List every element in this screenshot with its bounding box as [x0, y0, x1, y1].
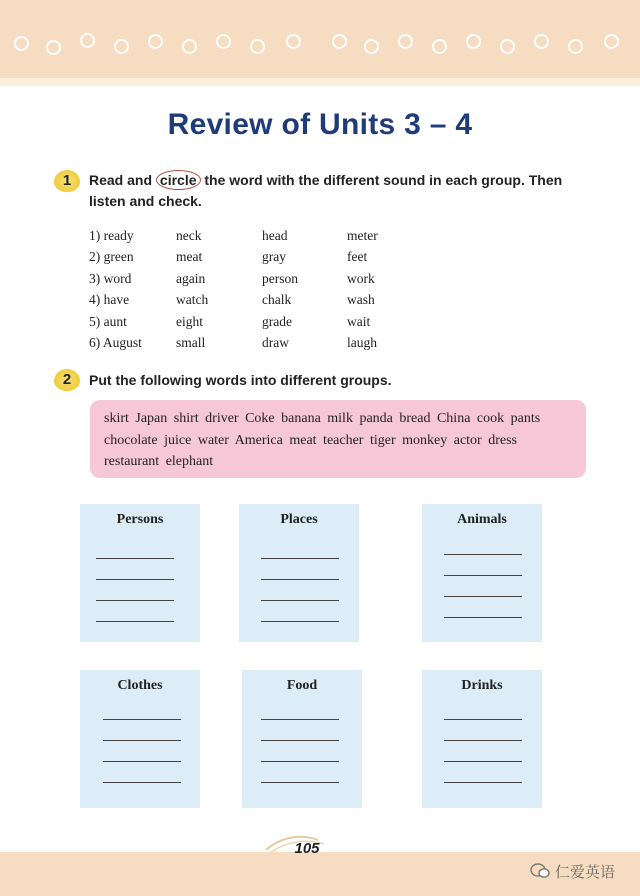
circled-word: circle — [156, 170, 201, 190]
group-box-animals — [422, 504, 542, 642]
word-cell: 4) have — [89, 292, 130, 307]
ring-ornament — [466, 34, 481, 49]
group-box-clothes — [80, 670, 200, 808]
word-cell: meat — [176, 249, 203, 264]
ring-ornament — [114, 39, 129, 54]
word-cell: watch — [176, 292, 209, 307]
word-cell: neck — [176, 228, 202, 243]
word-bank-text: skirt Japan shirt driver Coke banana milk panda bread China cook pants chocolate juice water America meat teacher tiger monkey actor dress restaurant elephant — [104, 411, 541, 469]
ring-ornament — [432, 39, 447, 54]
ring-ornament — [500, 39, 515, 54]
word-cell: laugh — [347, 335, 377, 350]
answer-line[interactable] — [261, 558, 339, 559]
ring-ornament — [568, 39, 583, 54]
word-cell: person — [262, 271, 298, 286]
page-title: Review of Units 3 – 4 — [167, 108, 473, 141]
word-cell: small — [176, 335, 206, 350]
activity-1-badge: 1 — [54, 170, 80, 192]
ring-ornament — [250, 39, 265, 54]
word-cell: chalk — [262, 292, 292, 307]
answer-line[interactable] — [261, 761, 339, 762]
group-title: Places — [280, 512, 318, 527]
word-cell: 2) green — [89, 249, 134, 264]
page-number: 105 — [294, 840, 320, 857]
word-cell: grade — [262, 314, 292, 329]
activity-2-badge: 2 — [54, 369, 80, 391]
answer-line[interactable] — [96, 600, 174, 601]
word-cell: 1) ready — [89, 228, 134, 243]
word-bank-box — [90, 400, 586, 478]
instruction-text-start: Read and — [89, 172, 153, 188]
word-cell: gray — [262, 249, 286, 264]
ring-ornament — [534, 34, 549, 49]
group-box-drinks — [422, 670, 542, 808]
answer-line[interactable] — [444, 740, 522, 741]
answer-line[interactable] — [103, 782, 181, 783]
answer-line[interactable] — [96, 621, 174, 622]
ring-ornament — [332, 34, 347, 49]
word-cell: meter — [347, 228, 378, 243]
answer-line[interactable] — [261, 600, 339, 601]
group-title: Clothes — [117, 678, 163, 693]
answer-line[interactable] — [261, 719, 339, 720]
answer-line[interactable] — [103, 719, 181, 720]
ring-ornament — [14, 36, 29, 51]
ring-ornament — [46, 40, 61, 55]
top-band-stripe — [0, 78, 640, 86]
ring-ornament — [148, 34, 163, 49]
word-cell: work — [347, 271, 375, 286]
word-cell: draw — [262, 335, 289, 350]
activity-1-instruction — [89, 170, 589, 212]
answer-line[interactable] — [261, 579, 339, 580]
activity-2-instruction: Put the following words into different groups. — [89, 372, 392, 388]
word-cell: 3) word — [89, 271, 132, 286]
watermark-text: 仁爱英语 — [555, 862, 616, 881]
ring-ornament — [216, 34, 231, 49]
group-box-food — [242, 670, 362, 808]
answer-line[interactable] — [261, 740, 339, 741]
word-cell: head — [262, 228, 288, 243]
answer-line[interactable] — [444, 719, 522, 720]
answer-line[interactable] — [444, 575, 522, 576]
ring-ornament — [80, 33, 95, 48]
word-cell: feet — [347, 249, 368, 264]
group-title: Drinks — [461, 678, 503, 693]
group-title: Persons — [116, 512, 164, 527]
word-cell: 5) aunt — [89, 314, 127, 329]
ring-ornament — [604, 34, 619, 49]
answer-line[interactable] — [261, 621, 339, 622]
watermark — [530, 860, 615, 882]
top-decorative-band — [0, 0, 640, 86]
answer-line[interactable] — [444, 761, 522, 762]
group-title: Animals — [457, 512, 507, 527]
instruction-text-end: the word with the different sound in each group. Then listen and check. — [89, 172, 563, 209]
word-cell: wait — [347, 314, 371, 329]
answer-line[interactable] — [444, 617, 522, 618]
ring-ornament — [286, 34, 301, 49]
answer-line[interactable] — [103, 740, 181, 741]
answer-line[interactable] — [96, 579, 174, 580]
answer-line[interactable] — [96, 558, 174, 559]
answer-line[interactable] — [444, 554, 522, 555]
word-cell: eight — [176, 314, 203, 329]
ring-ornament — [364, 39, 379, 54]
answer-line[interactable] — [103, 761, 181, 762]
ring-ornament — [398, 34, 413, 49]
group-box-places — [239, 504, 359, 642]
group-title: Food — [286, 678, 318, 693]
word-cell: again — [176, 271, 206, 286]
word-cell: wash — [347, 292, 375, 307]
group-box-persons — [80, 504, 200, 642]
word-cell: 6) August — [89, 335, 142, 350]
answer-line[interactable] — [444, 782, 522, 783]
answer-line[interactable] — [444, 596, 522, 597]
answer-line[interactable] — [261, 782, 339, 783]
chat-bubble-icon — [530, 862, 550, 880]
ring-ornament — [182, 39, 197, 54]
